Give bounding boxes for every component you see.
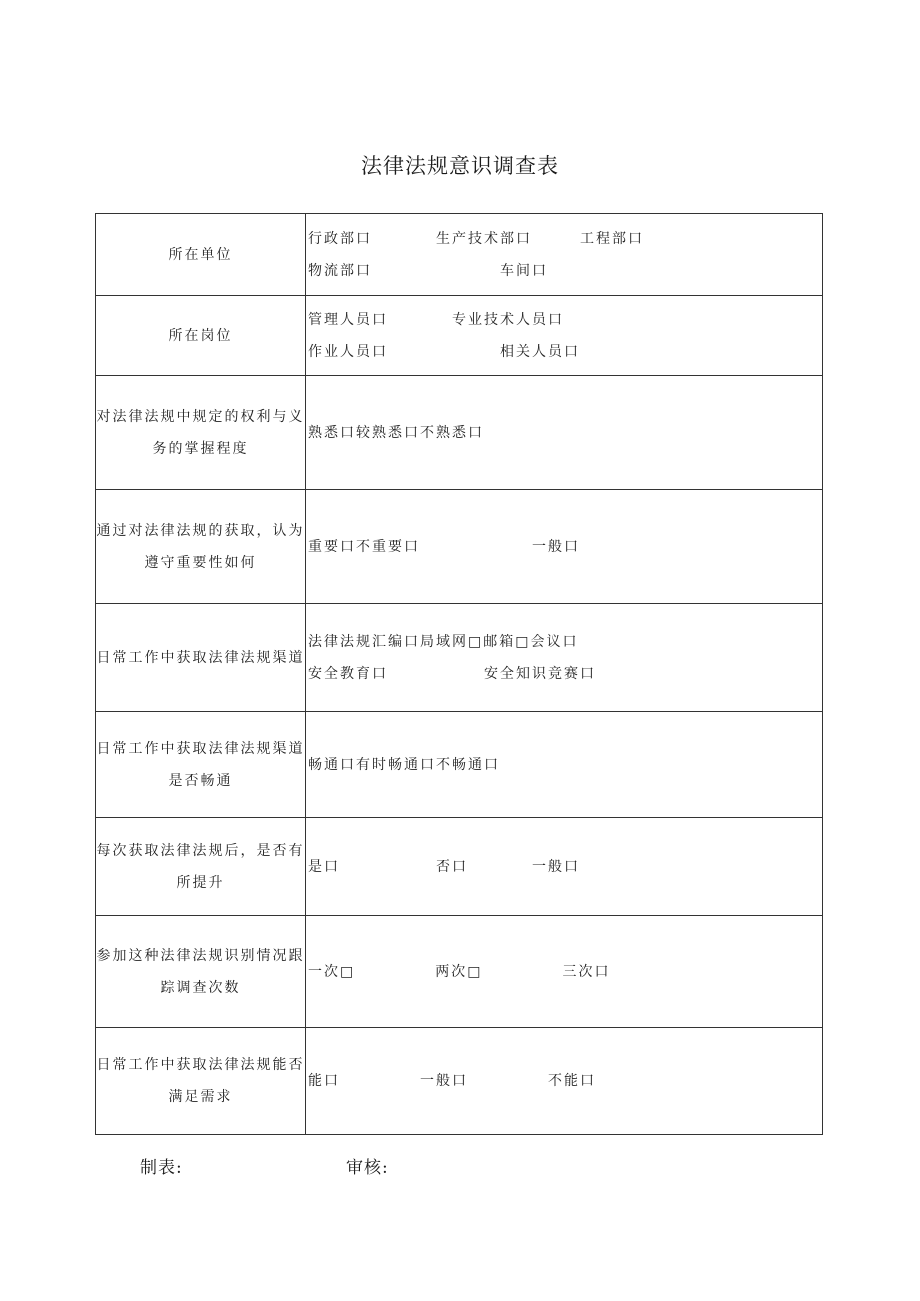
row-label: 日常工作中获取法律法规渠道是否畅通 bbox=[96, 712, 306, 818]
option-line: 管理人员口 专业技术人员口 bbox=[308, 311, 564, 328]
row-label: 每次获取法律法规后，是否有所提升 bbox=[96, 818, 306, 916]
option-line: 行政部口 生产技术部口 工程部口 bbox=[308, 230, 644, 247]
option-line: 安全教育口 安全知识竞赛口 bbox=[308, 665, 596, 682]
row-options bbox=[306, 490, 823, 604]
row-label: 通过对法律法规的获取，认为遵守重要性如何 bbox=[96, 490, 306, 604]
option-line: 重要口不重要口 一般口 bbox=[308, 538, 580, 555]
option-line: 一次□ 两次□ 三次口 bbox=[308, 963, 611, 980]
row-options bbox=[306, 604, 823, 712]
table-row bbox=[96, 376, 823, 490]
table-row bbox=[96, 1028, 823, 1135]
row-options bbox=[306, 214, 823, 296]
row-label: 日常工作中获取法律法规渠道 bbox=[96, 604, 306, 712]
row-options bbox=[306, 916, 823, 1028]
table-row bbox=[96, 712, 823, 818]
option-line: 熟悉口较熟悉口不熟悉口 bbox=[308, 424, 484, 441]
table-row bbox=[96, 296, 823, 376]
row-options bbox=[306, 376, 823, 490]
row-label: 日常工作中获取法律法规能否满足需求 bbox=[96, 1028, 306, 1135]
table-row bbox=[96, 916, 823, 1028]
table-row bbox=[96, 818, 823, 916]
row-options bbox=[306, 1028, 823, 1135]
row-label: 所在岗位 bbox=[96, 296, 306, 376]
table-row bbox=[96, 604, 823, 712]
option-line: 能口 一般口 不能口 bbox=[308, 1073, 596, 1089]
table-row bbox=[96, 490, 823, 604]
option-line: 是口 否口 一般口 bbox=[308, 858, 580, 875]
row-options bbox=[306, 296, 823, 376]
reviewer-label: 审核: bbox=[346, 1158, 389, 1178]
option-line: 畅通口有时畅通口不畅通口 bbox=[308, 756, 500, 773]
option-line: 法律法规汇编口局域网□邮箱□会议口 bbox=[308, 633, 579, 650]
row-options bbox=[306, 818, 823, 916]
option-line: 物流部口 车间口 bbox=[308, 262, 548, 279]
page-title: 法律法规意识调查表 bbox=[361, 154, 559, 178]
row-label: 所在单位 bbox=[96, 214, 306, 296]
maker-label: 制表: bbox=[140, 1158, 183, 1178]
row-label: 参加这种法律法规识别情况跟踪调查次数 bbox=[96, 916, 306, 1028]
table-row bbox=[96, 214, 823, 296]
option-line: 作业人员口 相关人员口 bbox=[308, 343, 580, 360]
survey-table bbox=[95, 213, 823, 1135]
row-label: 对法律法规中规定的权利与义务的掌握程度 bbox=[96, 376, 306, 490]
row-options bbox=[306, 712, 823, 818]
